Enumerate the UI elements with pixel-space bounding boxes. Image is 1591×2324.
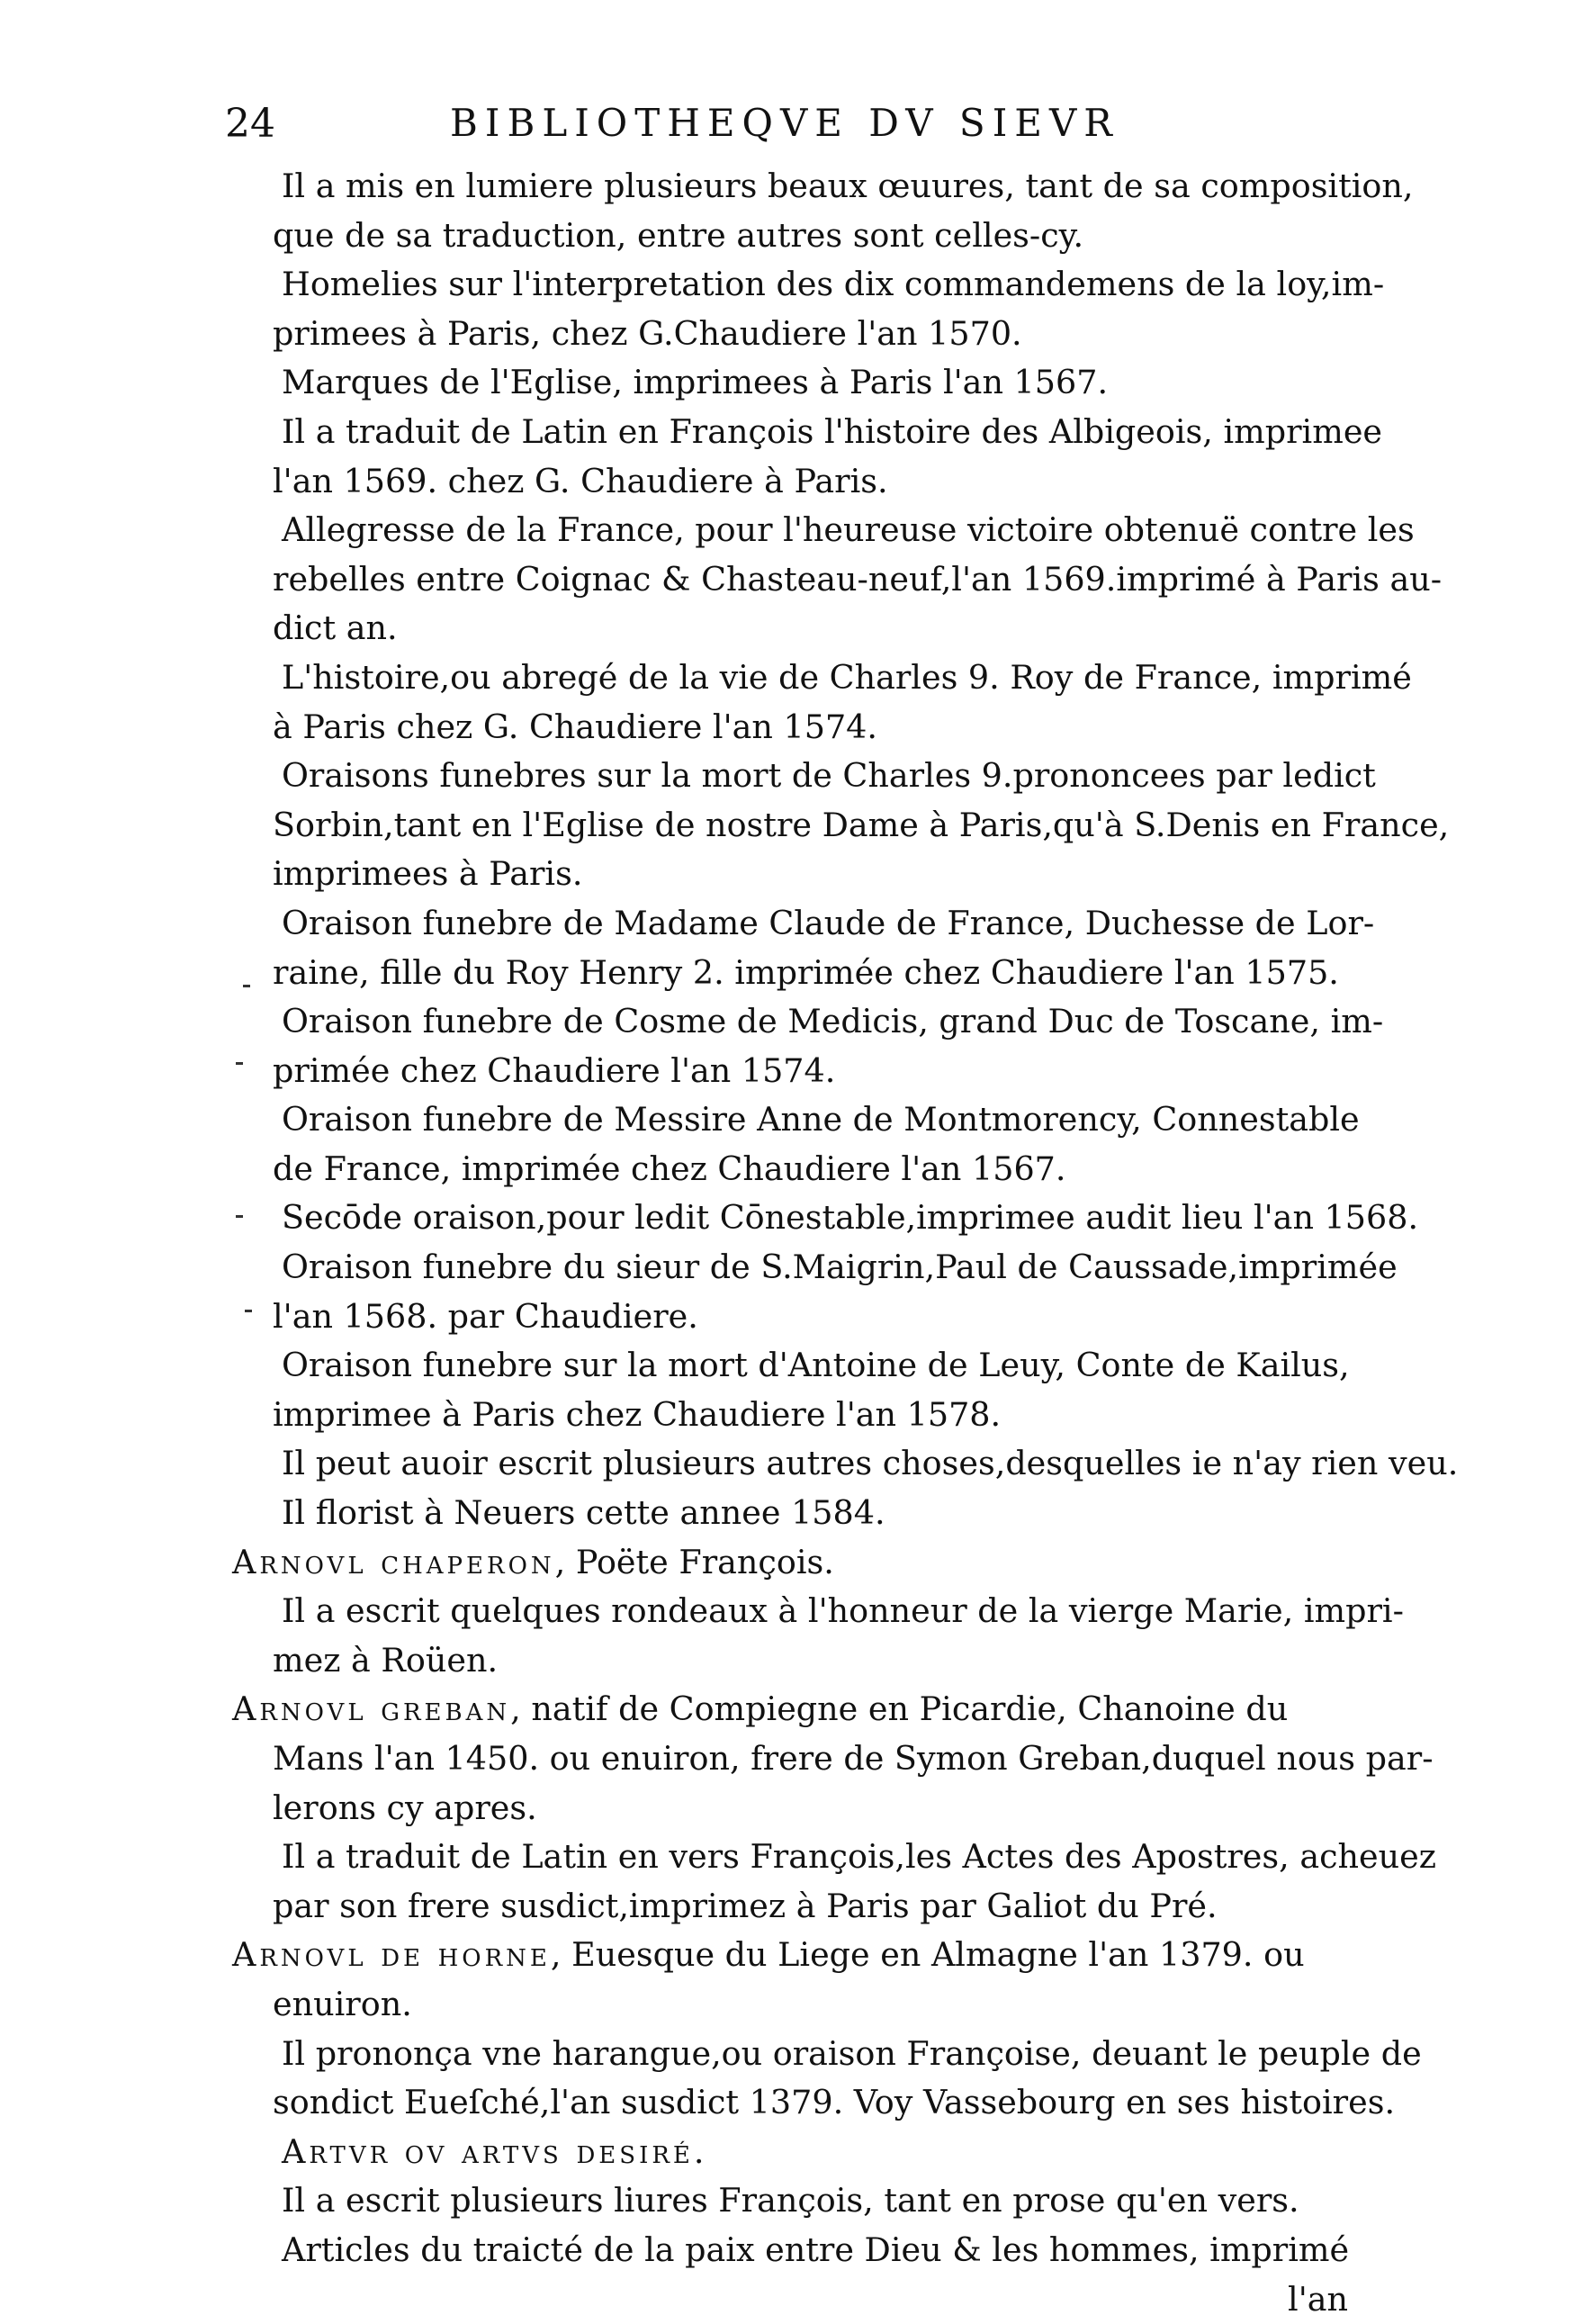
line-text: Il florist à Neuers cette annee 1584.: [282, 1493, 885, 1533]
author-name: Arnovl de horne: [232, 1935, 551, 1975]
text-line: [232, 212, 1355, 261]
entry-heading-line: [232, 1685, 1355, 1734]
entry-heading-line: [232, 2128, 1355, 2177]
running-head: [225, 101, 1368, 155]
text-line: [232, 1194, 1419, 1243]
line-text: Il prononça vne harangue,ou oraison Françoise, deuant le peuple de: [282, 2033, 1422, 2073]
line-text: sondict Eueſché,l'an susdict 1379. Voy Vassebourg en ses histoires.: [273, 2083, 1396, 2122]
line-text: que de sa traduction, entre autres sont celles-cy.: [273, 215, 1084, 255]
margin-mark: [243, 985, 250, 987]
line-text: Allegresse de la France, pour l'heureuse victoire obtenuë contre les: [282, 510, 1415, 550]
text-line: [232, 703, 1355, 752]
line-text: L'histoire,ou abregé de la vie de Charles 9. Roy de France, imprimé: [282, 657, 1412, 697]
line-text: Il a traduit de Latin en vers François,les Actes des Apostres, acheuez: [282, 1837, 1436, 1877]
margin-mark: [245, 1310, 252, 1312]
text-line: [232, 1047, 1355, 1096]
line-text: l'an: [1288, 2279, 1348, 2319]
line-text: Il a escrit quelques rondeaux à l'honneur de la vierge Marie, impri-: [282, 1591, 1404, 1631]
line-text: l'an 1569. chez G. Chaudiere à Paris.: [273, 461, 888, 500]
line-text: Secōde oraison,pour ledit Cōnestable,imprimee audit lieu l'an 1568.: [282, 1198, 1419, 1238]
text-line: [232, 1243, 1398, 1293]
text-line: [232, 653, 1412, 703]
entry-heading-line: [232, 1538, 1355, 1588]
line-text: mez à Roüen.: [273, 1640, 499, 1680]
text-line: [232, 1784, 1355, 1833]
text-line: [232, 162, 1414, 212]
text-line: [232, 2226, 1355, 2275]
text-line: [232, 1587, 1404, 1636]
line-text: lerons cy apres.: [273, 1788, 537, 1827]
text-line: [232, 1145, 1355, 1194]
text-line: [232, 2275, 1355, 2324]
text-line: [232, 850, 1355, 899]
text-line: [232, 2030, 1422, 2079]
line-text: Oraison funebre de Cosme de Medicis, grand Duc de Toscane, im-: [282, 1002, 1384, 1041]
line-text: Mans l'an 1450. ou enuiron, frere de Symon Greban,duquel nous par-: [273, 1739, 1434, 1778]
text-line: [232, 1095, 1360, 1145]
text-line: [232, 949, 1355, 998]
author-name: Artvr ov artvs desiré.: [282, 2131, 708, 2171]
line-text: Sorbin,tant en l'Eglise de nostre Dame à Paris,qu'à S.Denis en France,: [273, 805, 1450, 844]
text-line: [232, 457, 1355, 507]
text-line: [232, 1734, 1434, 1784]
entry-heading-line: [232, 1931, 1355, 1980]
line-text: Il peut auoir escrit plusieurs autres choses,desquelles ie n'ay rien veu.: [282, 1444, 1459, 1483]
line-text: primée chez Chaudiere l'an 1574.: [273, 1050, 836, 1090]
text-line: [232, 1391, 1355, 1440]
text-line: [232, 408, 1383, 457]
line-text: Marques de l'Eglise, imprimees à Paris l'an 1567.: [282, 363, 1109, 402]
text-line: [232, 801, 1450, 851]
text-line: [232, 1980, 1355, 2030]
page-number: 24: [225, 101, 275, 147]
line-text: dict an.: [273, 608, 398, 648]
line-text: enuiron.: [273, 1984, 412, 2023]
text-line: [232, 1636, 1355, 1686]
line-text: raine, fille du Roy Henry 2. imprimée chez Chaudiere l'an 1575.: [273, 952, 1339, 992]
line-text: Il a escrit plusieurs liures François, tant en prose qu'en vers.: [282, 2181, 1299, 2220]
author-name: Arnovl greban: [232, 1689, 511, 1729]
line-text: Oraison funebre du sieur de S.Maigrin,Paul de Caussade,imprimée: [282, 1248, 1398, 1287]
line-text: Articles du traicté de la paix entre Dieu & les hommes, imprimé: [282, 2229, 1350, 2269]
text-line: [232, 1489, 1355, 1538]
text-line: [232, 2176, 1355, 2226]
text-line: [232, 1293, 1355, 1342]
text-line: [232, 506, 1415, 555]
line-text: , Poëte François.: [554, 1542, 834, 1581]
line-text: par son frere susdict,imprimez à Paris par Galiot du Pré.: [273, 1886, 1218, 1925]
body-text: [232, 162, 1459, 2324]
line-text: Oraison funebre de Messire Anne de Montmorency, Connestable: [282, 1100, 1360, 1139]
text-line: [232, 1833, 1436, 1882]
line-text: Il a mis en lumiere plusieurs beaux œuures, tant de sa composition,: [282, 167, 1414, 205]
line-text: Il a traduit de Latin en François l'histoire des Albigeois, imprimee: [282, 411, 1383, 451]
line-text: de France, imprimée chez Chaudiere l'an 1567.: [273, 1148, 1066, 1188]
line-text: l'an 1568. par Chaudiere.: [273, 1296, 698, 1336]
text-line: [232, 1439, 1459, 1489]
text-line: [232, 555, 1443, 605]
line-text: Oraison funebre sur la mort d'Antoine de Leuy, Conte de Kailus,: [282, 1346, 1350, 1385]
line-text: rebelles entre Coignac & Chasteau-neuf,l'an 1569.imprimé à Paris au-: [273, 559, 1443, 599]
margin-mark: [236, 1215, 243, 1218]
text-line: [232, 1341, 1355, 1391]
text-line: [232, 1882, 1355, 1932]
line-text: Homelies sur l'interpretation des dix commandemens de la loy,im-: [282, 265, 1385, 304]
text-line: [232, 604, 1355, 653]
text-line: [232, 260, 1385, 310]
line-text: , natif de Compiegne en Picardie, Chanoine du: [510, 1689, 1289, 1729]
text-line: [232, 2078, 1396, 2128]
line-text: , Euesque du Liege en Almagne l'an 1379. ou: [550, 1935, 1305, 1975]
line-text: à Paris chez G. Chaudiere l'an 1574.: [273, 707, 878, 746]
line-text: primees à Paris, chez G.Chaudiere l'an 1570.: [273, 313, 1022, 353]
line-text: imprimees à Paris.: [273, 854, 583, 894]
running-title: BIBLIOTHEQVE DV SIEVR: [450, 101, 1119, 145]
text-line: [232, 310, 1355, 359]
author-name: Arnovl chaperon: [232, 1542, 555, 1581]
line-text: imprimee à Paris chez Chaudiere l'an 1578.: [273, 1394, 1002, 1434]
text-line: [232, 997, 1384, 1047]
text-line: [232, 358, 1355, 408]
text-line: [232, 752, 1376, 801]
margin-mark: [236, 1062, 243, 1065]
line-text: Oraisons funebres sur la mort de Charles 9.prononcees par ledict: [282, 756, 1376, 796]
line-text: Oraison funebre de Madame Claude de France, Duchesse de Lor-: [282, 903, 1375, 942]
text-line: [232, 899, 1375, 949]
